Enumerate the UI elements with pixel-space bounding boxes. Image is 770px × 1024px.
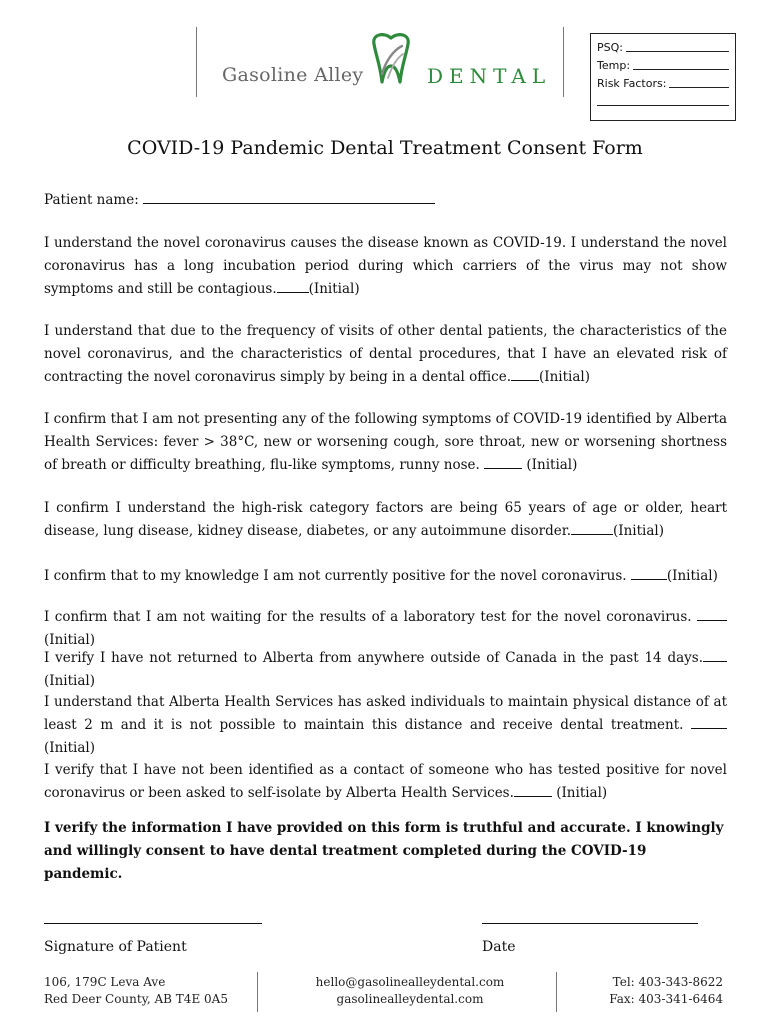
- initial-field-5[interactable]: [631, 567, 667, 580]
- temp-label: Temp:: [597, 59, 631, 72]
- logo-word: DENTAL: [427, 64, 552, 88]
- header-divider-left: [196, 27, 197, 97]
- statement-4: [44, 497, 727, 543]
- date-line[interactable]: [482, 923, 698, 924]
- statement-3-text: I confirm that I am not presenting any of the following symptoms of COVID-19 identified by Alberta Health Services: fever > 38°C, new or worsening cough, sore throat, new or worsening shortness of breath or difficulty breathing, flu-like symptoms, runny nose.: [44, 411, 727, 473]
- initial-label-2: (Initial): [539, 369, 591, 385]
- footer-phone: [570, 974, 723, 1008]
- footer-tel: Tel: 403-343-8622: [612, 975, 723, 989]
- statement-9: [44, 759, 727, 805]
- header-divider-right: [563, 27, 564, 97]
- psq-row: [597, 39, 729, 57]
- psq-label: PSQ:: [597, 41, 623, 54]
- patient-name-row: [44, 191, 435, 208]
- footer-contact: [270, 974, 550, 1008]
- footer-fax: Fax: 403-341-6464: [609, 992, 723, 1006]
- office-use-box: [590, 33, 736, 121]
- statement-5: [44, 565, 727, 588]
- address-line-2: Red Deer County, AB T4E 0A5: [44, 992, 228, 1006]
- footer-divider-left: [257, 972, 258, 1012]
- initial-label-3: (Initial): [526, 457, 578, 473]
- initial-field-9[interactable]: [514, 784, 552, 797]
- verification-statement: I verify the information I have provided on this form is truthful and accurate. I knowingly and willingly consent to have dental treatment completed during the COVID-19 pandemic.: [44, 820, 724, 882]
- footer-address: [44, 974, 228, 1008]
- statement-9-text: I verify that I have not been identified as a contact of someone who has tested positive for novel coronavirus or been asked to self-isolate by Alberta Health Services.: [44, 762, 727, 801]
- initial-label-7: (Initial): [44, 673, 95, 689]
- statement-6: [44, 606, 727, 652]
- initial-label-4: (Initial): [613, 523, 665, 539]
- initial-field-7[interactable]: [703, 649, 727, 662]
- initial-field-6[interactable]: [697, 608, 727, 621]
- statement-4-text: I confirm I understand the high-risk category factors are being 65 years of age or older, heart disease, lung disease, kidney disease, diabetes, or any autoimmune disorder.: [44, 500, 727, 539]
- initial-field-8[interactable]: [691, 716, 727, 729]
- initial-field-3[interactable]: [484, 456, 522, 469]
- statement-7: [44, 647, 727, 693]
- initial-label-8: (Initial): [44, 740, 95, 756]
- tooth-logo-icon: [368, 30, 414, 88]
- risk-row: [597, 75, 729, 93]
- signature-line[interactable]: [44, 923, 262, 924]
- initial-field-4[interactable]: [571, 522, 613, 535]
- statement-8-text: I understand that Alberta Health Services has asked individuals to maintain physical distance of at least 2 m and it is not possible to maintain this distance and receive dental treatment.: [44, 694, 727, 733]
- footer-email[interactable]: hello@gasolinealleydental.com: [315, 975, 505, 989]
- signature-label: Signature of Patient: [44, 939, 187, 955]
- footer-website[interactable]: gasolinealleydental.com: [336, 992, 484, 1006]
- patient-name-field[interactable]: [143, 191, 435, 204]
- initial-label-6: (Initial): [44, 632, 95, 648]
- statement-1-text: I understand the novel coronavirus causes the disease known as COVID-19. I understand the novel coronavirus has a long incubation period during which carriers of the virus may not show symptoms and still be contagious.: [44, 235, 727, 297]
- page-title: COVID-19 Pandemic Dental Treatment Consent Form: [127, 137, 643, 159]
- risk-field[interactable]: [669, 75, 729, 88]
- statement-2: [44, 320, 727, 389]
- statement-8: [44, 691, 727, 760]
- risk-row-2: [597, 93, 729, 106]
- initial-label-5: (Initial): [666, 568, 718, 584]
- psq-field[interactable]: [626, 39, 729, 52]
- statement-3: [44, 408, 727, 477]
- date-label: Date: [482, 939, 516, 955]
- statement-6-text: I confirm that I am not waiting for the results of a laboratory test for the novel coronavirus.: [44, 609, 692, 625]
- statement-2-text: I understand that due to the frequency of visits of other dental patients, the characteristics of the novel coronavirus, and the characteristics of dental procedures, that I have an elevated risk of contracting the novel coronavirus simply by being in a dental office.: [44, 323, 727, 385]
- statement-1: [44, 232, 727, 301]
- temp-field[interactable]: [633, 57, 729, 70]
- initial-label-1: (Initial): [308, 281, 360, 297]
- risk-field-2[interactable]: [597, 93, 729, 106]
- logo-name: Gasoline Alley: [222, 64, 364, 86]
- temp-row: [597, 57, 729, 75]
- address-line-1: 106, 179C Leva Ave: [44, 975, 166, 989]
- patient-name-label: Patient name:: [44, 192, 139, 208]
- initial-field-1[interactable]: [277, 280, 309, 293]
- risk-label: Risk Factors:: [597, 77, 667, 90]
- footer-divider-right: [556, 972, 557, 1012]
- statement-7-text: I verify I have not returned to Alberta from anywhere outside of Canada in the past 14 days.: [44, 650, 703, 666]
- initial-field-2[interactable]: [511, 368, 539, 381]
- initial-label-9: (Initial): [556, 785, 608, 801]
- statement-5-text: I confirm that to my knowledge I am not currently positive for the novel coronavirus.: [44, 568, 627, 584]
